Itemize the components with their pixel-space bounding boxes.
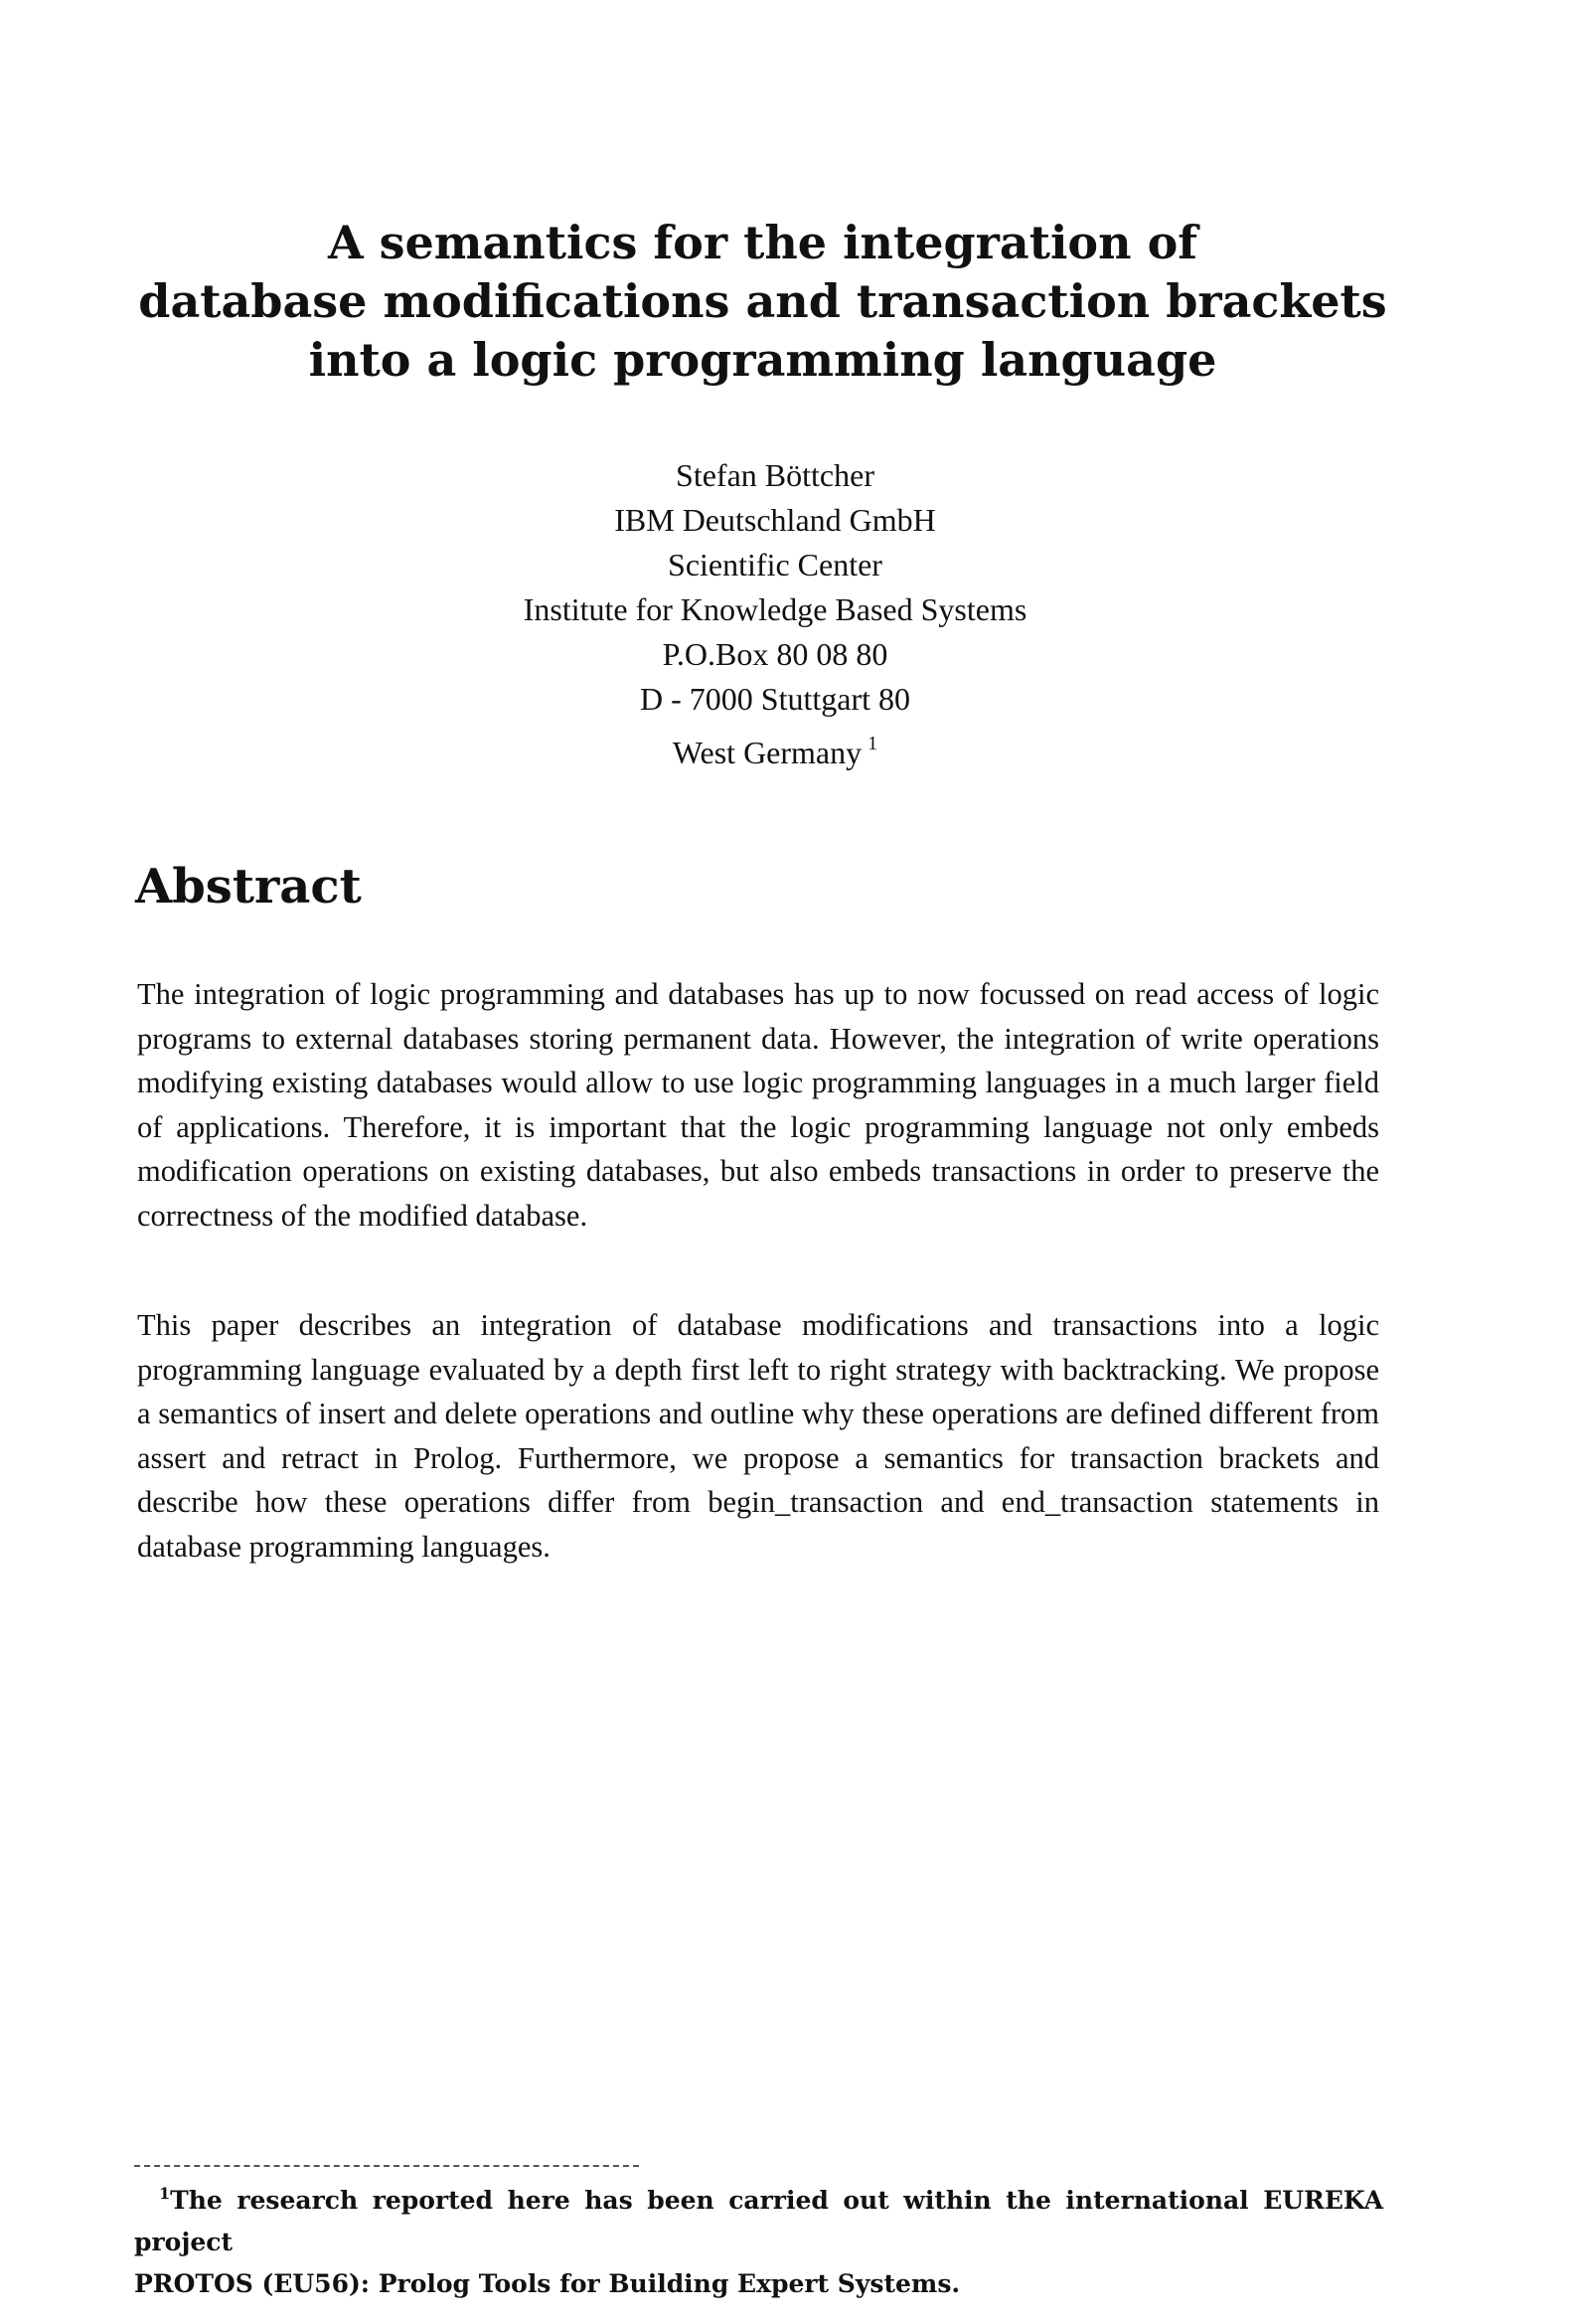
title-line-1: A semantics for the integration of	[327, 216, 1198, 269]
title-line-3: into a logic programming language	[308, 333, 1217, 387]
abstract-heading: Abstract	[135, 859, 362, 914]
footnote-line-2: PROTOS (EU56): Prolog Tools for Building Expert Systems.	[134, 2269, 961, 2298]
author-center: Scientific Center	[668, 547, 882, 582]
footnote-line-1	[134, 2173, 1383, 2263]
author-company: IBM Deutschland GmbH	[614, 502, 936, 538]
author-country-line	[0, 722, 1550, 775]
author-institute: Institute for Knowledge Based Systems	[523, 591, 1027, 627]
author-city: D - 7000 Stuttgart 80	[640, 681, 910, 717]
footnote-mark: 1	[159, 2184, 171, 2203]
footnote	[134, 2173, 1383, 2305]
author-pobox: P.O.Box 80 08 80	[662, 636, 888, 672]
title-line-2: database modifications and transaction brackets	[138, 274, 1387, 328]
footnote-text-1: The research reported here has been carried out within the international EUREKA project	[134, 2186, 1383, 2256]
footnote-divider	[134, 2165, 639, 2167]
author-country: West Germany	[672, 735, 863, 770]
abstract-paragraph-1: The integration of logic programming and databases has up to now focussed on read access of logic programs to external databases storing permanent data. However, the integration of write operations modifying existing databases would allow to use logic programming languages in a much larger field of applications. Therefore, it is important that the logic programming language not only embeds modification operations on existing databases, but also embeds transactions in order to preserve the correctness of the modified database.	[137, 977, 1379, 1233]
author-affiliation	[0, 453, 1550, 775]
author-footnote-mark: 1	[867, 733, 878, 754]
author-name: Stefan Böttcher	[676, 457, 874, 493]
paper-title	[0, 214, 1525, 390]
abstract-paragraph-2: This paper describes an integration of database modifications and transactions into a logic programming language evaluated by a depth first left to right strategy with backtracking. We propose a semantics of insert and delete operations and outline why these operations are defined different from assert and retract in Prolog. Furthermore, we propose a semantics for transaction brackets and describe how these operations differ from begin_transaction and end_transaction statements in database programming languages.	[137, 1308, 1379, 1564]
